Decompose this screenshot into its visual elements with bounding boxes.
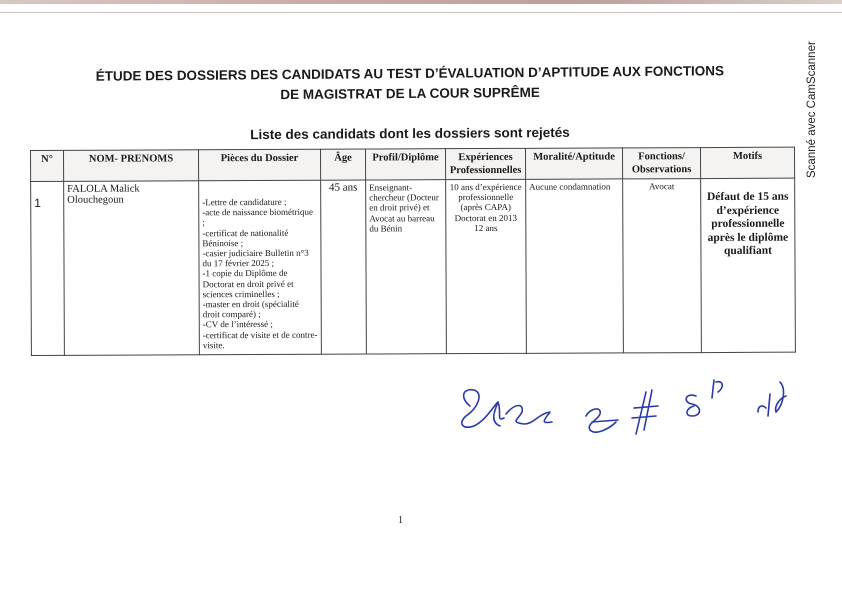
header-motifs: Motifs <box>700 147 794 178</box>
cell-profil: Enseignant-chercheur (Docteur en droit privé) et Avocat au barreau du Bénin <box>366 180 447 354</box>
header-pieces: Pièces du Dossier <box>199 149 321 181</box>
cell-motif: Défaut de 15 ans d’expérience professionnelle après le diplôme qualifiant <box>701 178 796 352</box>
table-row <box>31 178 796 355</box>
signature-4 <box>686 380 722 416</box>
header-name: NOM- PRENOMS <box>64 150 199 182</box>
cell-fonctions: Avocat <box>623 179 702 353</box>
header-fonctions: Fonctions/ Observations <box>622 148 700 179</box>
piece-item: -certificat de visite et de contre-visite. <box>202 329 318 351</box>
cell-name: FALOLA Malick Olouchegoun <box>64 181 200 356</box>
signature-1 <box>462 390 552 427</box>
piece-item: -acte de naissance biométrique ; <box>202 206 313 228</box>
scan-top-rule <box>0 12 842 13</box>
piece-item: -master en droit (spécialité droit comparé) ; <box>202 298 299 320</box>
header-profil: Profil/Diplôme <box>365 149 445 180</box>
header-moralite: Moralité/Aptitude <box>525 148 622 179</box>
candidates-table <box>30 147 796 356</box>
cell-no: 1 <box>31 181 65 355</box>
piece-item: -CV de l’intéressé ; <box>202 319 273 330</box>
table-header-row <box>31 147 795 181</box>
document-title <box>60 61 760 107</box>
page-number: 1 <box>398 515 403 526</box>
title-line-1: ÉTUDE DES DOSSIERS DES CANDIDATS AU TEST D’ÉVALUATION D’APTITUDE AUX FONCTIONS <box>95 63 725 84</box>
header-age: Âge <box>320 149 365 180</box>
piece-item: -Lettre de candidature ; <box>202 196 287 208</box>
title-line-2: DE MAGISTRAT DE LA COUR SUPRÊME <box>280 84 540 103</box>
document-subtitle: Liste des candidats dont les dossiers sont rejetés <box>250 124 570 143</box>
piece-item: -certificat de nationalité Béninoise ; <box>202 227 289 249</box>
camscanner-watermark: Scanné avec CamScanner <box>806 41 818 178</box>
scan-top-edge <box>0 0 842 4</box>
header-no: N° <box>31 150 64 181</box>
cell-moralite: Aucune condamnation <box>526 179 624 353</box>
signature-2 <box>586 409 618 432</box>
signature-3 <box>632 390 658 434</box>
experience-line: 10 ans d’expérience professionnelle (après CAPA) <box>449 181 522 213</box>
experience-line: Doctorat en 2013 <box>454 212 518 223</box>
header-experiences: Expériences Professionnelles <box>445 148 525 179</box>
piece-item: -casier judiciaire Bulletin n°3 du 17 février 2025 ; <box>202 247 309 269</box>
cell-age: 45 ans <box>321 180 367 354</box>
cell-pieces <box>199 180 322 355</box>
piece-item: -1 copie du Diplôme de Doctorat en droit privé et sciences criminelles ; <box>202 268 294 300</box>
handwritten-signatures <box>440 368 820 448</box>
experience-line: 12 ans <box>474 222 498 233</box>
cell-experiences <box>446 179 527 353</box>
signature-5 <box>758 382 786 416</box>
